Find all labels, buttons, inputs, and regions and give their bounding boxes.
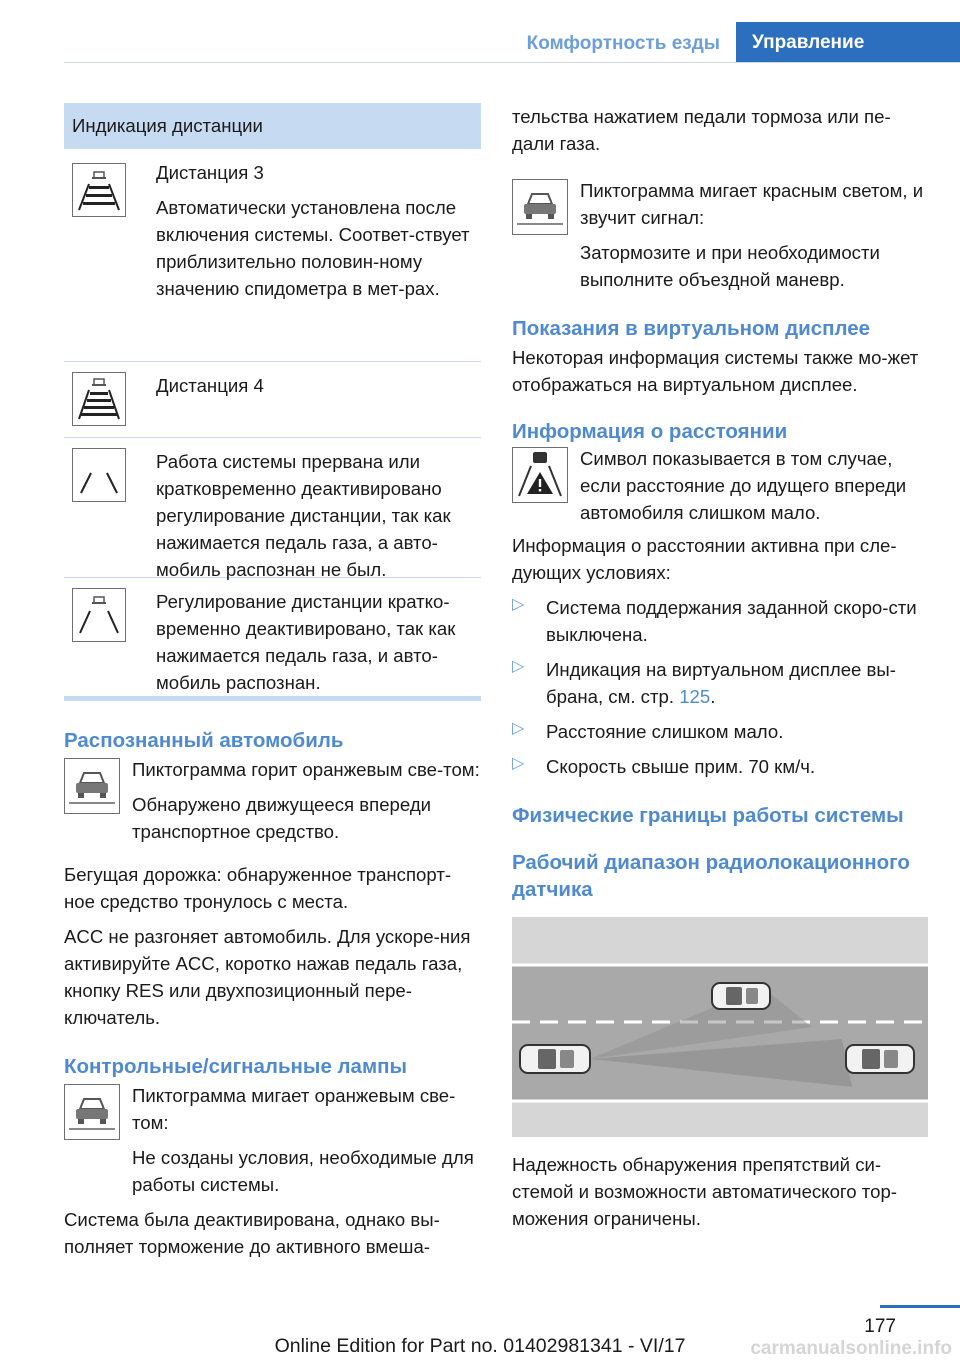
row-text: Регулирование дистанции кратко-временно деактивировано, так как нажимается педаль газа, и авто-мобиль распознан.	[156, 591, 456, 693]
paragraph: Надежность обнаружения препятствий си-стемой и возможности автоматического тор-можения ограничены.	[512, 1154, 897, 1229]
page-reference-link[interactable]: 125	[679, 686, 711, 707]
car-orange-blinking-icon	[64, 1084, 120, 1140]
running-header-section: Комфортность езды	[526, 33, 720, 54]
row-title: Дистанция 3	[156, 162, 264, 183]
paragraph: Символ показывается в том случае, если расстояние до идущего впереди автомобиля слишком мало.	[580, 448, 907, 523]
section-title-range: Рабочий диапазон радиолокационного датчика	[512, 851, 910, 901]
triangle-bullet-icon: ▷	[512, 720, 525, 737]
paragraph: Бегущая дорожка: обнаруженное транспорт-ное средство тронулось с места.	[64, 864, 452, 912]
section-title-distance-info: Информация о расстоянии	[512, 420, 788, 443]
paragraph: Обнаружено движущееся впереди транспортное средство.	[132, 794, 432, 842]
car-orange-icon	[64, 758, 120, 814]
table-row	[64, 578, 481, 696]
list-item: ▷ Скорость свыше прим. 70 км/ч.	[512, 755, 816, 777]
car-side-icon	[846, 1045, 914, 1073]
section-title-lamps: Контрольные/сигнальные лампы	[64, 1055, 408, 1078]
distance-3-icon	[72, 163, 126, 217]
car-red-blinking-icon	[512, 179, 568, 235]
watermark: carmanualsonline.info	[750, 1338, 952, 1359]
triangle-bullet-icon: ▷	[512, 658, 525, 675]
radar-range-diagram	[512, 917, 928, 1137]
distance-4-icon	[72, 372, 126, 426]
list-item: ▷ Расстояние слишком мало.	[512, 720, 784, 742]
paragraph: Затормозите и при необходимости выполните объездной маневр.	[580, 242, 880, 290]
row-text: Работа системы прервана или кратковременно деактивировано регулирование дистанции, так как нажимается педаль газа, а авто-мобиль распознан не был.	[156, 451, 451, 580]
table-row	[64, 438, 481, 578]
distance-interrupted-icon	[72, 448, 126, 502]
paragraph: Пиктограмма мигает оранжевым све-том:	[132, 1085, 456, 1133]
paragraph: Пиктограмма горит оранжевым све-том:	[132, 759, 480, 780]
section-title-hud: Показания в виртуальном дисплее	[512, 317, 871, 340]
running-header-chapter: Управление	[736, 22, 960, 62]
page-number: 177	[864, 1316, 896, 1337]
paragraph: Информация о расстоянии активна при сле-дующих условиях:	[512, 535, 897, 583]
paragraph: Система была деактивирована, однако вы-полняет торможение до активного вмеша-	[64, 1209, 440, 1257]
table-row	[64, 362, 481, 438]
list-item: ▷ Система поддержания заданной скоро-сти выключена.	[512, 596, 917, 645]
triangle-bullet-icon: ▷	[512, 596, 525, 613]
left-column	[64, 103, 481, 1260]
list-item: ▷ Индикация на виртуальном дисплее вы-брана, см. стр. 125.	[512, 658, 896, 707]
paragraph: тельства нажатием педали тормоза или пе-дали газа.	[512, 106, 891, 154]
edition-note: Online Edition for Part no. 01402981341 - VI/17	[274, 1335, 686, 1357]
distance-temporarily-off-icon	[72, 588, 126, 642]
triangle-bullet-icon: ▷	[512, 755, 525, 772]
section-title-limits: Физические границы работы системы	[512, 804, 904, 827]
own-car-icon	[520, 1045, 590, 1073]
paragraph: Некоторая информация системы также мо-жет отображаться на виртуальном дисплее.	[512, 347, 919, 395]
car-ahead-icon	[712, 983, 770, 1009]
distance-warning-icon	[512, 447, 568, 503]
right-column	[512, 103, 928, 1232]
paragraph: Не созданы условия, необходимые для работы системы.	[132, 1147, 474, 1195]
table-row	[64, 149, 481, 362]
paragraph: ACC не разгоняет автомобиль. Для ускоре-ния активируйте ACC, коротко нажав педаль газа, кнопку RES или двухпозиционный пере-ключатель.	[64, 926, 471, 1028]
row-text: Автоматически установлена после включения системы. Соответ-ствует приблизительно половин-ному значению спидометра в мет-рах.	[156, 197, 470, 299]
header-rule	[64, 62, 960, 63]
row-title: Дистанция 4	[156, 375, 264, 396]
paragraph: Пиктограмма мигает красным светом, и звучит сигнал:	[580, 180, 924, 228]
page-number-rule	[880, 1305, 960, 1308]
table-header: Индикация дистанции	[64, 103, 481, 149]
section-title-recognized: Распознанный автомобиль	[64, 729, 344, 752]
